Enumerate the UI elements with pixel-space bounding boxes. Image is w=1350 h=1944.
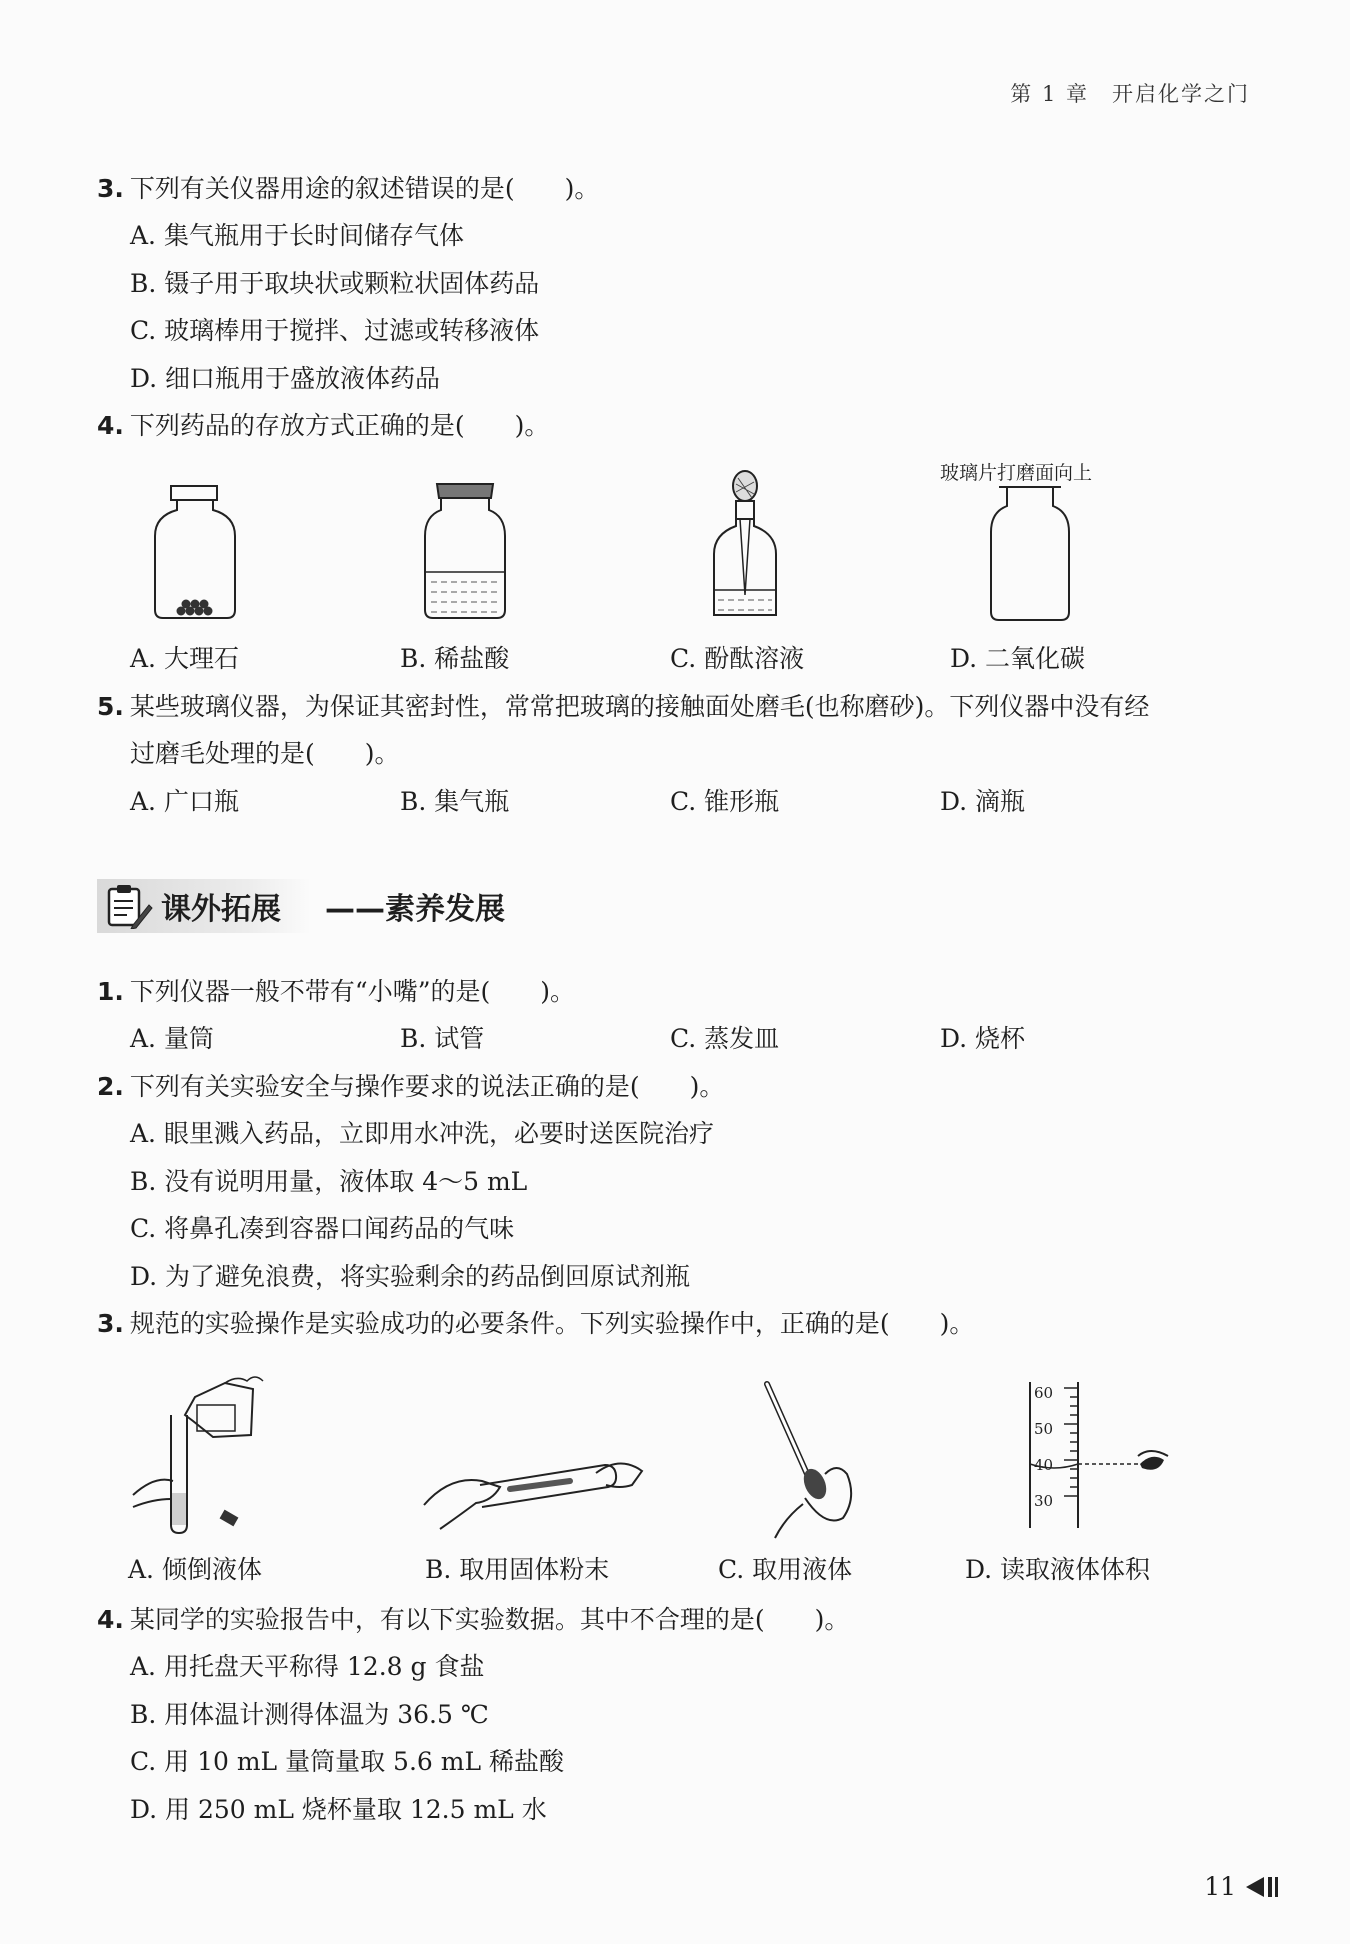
question-text: 下列有关实验安全与操作要求的说法正确的是( )。 xyxy=(129,1072,725,1101)
narrow-mouth-bottle-acid-figure xyxy=(415,480,515,625)
q4-label-b: B. 稀盐酸 xyxy=(400,644,510,673)
dropper-bottle-figure xyxy=(700,470,790,625)
ext-q1-option-c: C. 蒸发皿 xyxy=(670,1024,780,1053)
question-number: 4. xyxy=(97,1605,124,1634)
question-text: 规范的实验操作是实验成功的必要条件。下列实验操作中，正确的是( )。 xyxy=(129,1309,975,1338)
ext-q2-option-b: B. 没有说明用量，液体取 4～5 mL xyxy=(130,1167,528,1196)
ext-q3-label-c: C. 取用液体 xyxy=(718,1555,853,1584)
ext-q4-option-c: C. 用 10 mL 量筒量取 5.6 mL 稀盐酸 xyxy=(130,1747,564,1776)
section-title-band xyxy=(97,879,311,933)
ext-question-2-stem xyxy=(97,1070,724,1104)
ext-q1-option-a: A. 量筒 xyxy=(130,1024,214,1053)
question-number: 1. xyxy=(97,977,124,1006)
ext-q1-option-d: D. 烧杯 xyxy=(940,1024,1026,1053)
section-heading xyxy=(97,880,505,932)
question-number: 5. xyxy=(97,692,124,721)
ext-question-1-stem xyxy=(97,975,575,1009)
ext-q3-label-b: B. 取用固体粉末 xyxy=(425,1555,610,1584)
question-text: 下列药品的存放方式正确的是( )。 xyxy=(129,411,550,440)
wide-mouth-bottle-marble-figure xyxy=(145,480,245,625)
ext-question-4-stem xyxy=(97,1603,849,1637)
question-text: 某同学的实验报告中，有以下实验数据。其中不合理的是( )。 xyxy=(129,1605,850,1634)
q3-option-d: D. 细口瓶用于盛放液体药品 xyxy=(130,364,441,393)
using-dropper-figure xyxy=(745,1378,875,1543)
ext-q3-label-d: D. 读取液体体积 xyxy=(965,1555,1151,1584)
question-text: 某些玻璃仪器，为保证其密封性，常常把玻璃的接触面处磨毛(也称磨砂)。下列仪器中没有经 xyxy=(129,692,1150,721)
ext-question-3-stem xyxy=(97,1307,974,1341)
ext-q2-option-a: A. 眼里溅入药品，立即用水冲洗，必要时送医院治疗 xyxy=(130,1119,714,1148)
pouring-liquid-figure xyxy=(125,1375,275,1540)
glass-plate-note: 玻璃片打磨面向上 xyxy=(940,462,1093,484)
page-number: 11 xyxy=(1204,1872,1236,1901)
q5-option-d: D. 滴瓶 xyxy=(940,787,1026,816)
ext-q1-option-b: B. 试管 xyxy=(400,1024,485,1053)
q5-option-b: B. 集气瓶 xyxy=(400,787,510,816)
scale-tick-50: 50 xyxy=(1034,1420,1054,1438)
chapter-header: 第 1 章 开启化学之门 xyxy=(1010,82,1250,106)
question-3-stem xyxy=(97,172,599,206)
taking-powder-figure xyxy=(420,1445,645,1545)
q3-option-a: A. 集气瓶用于长时间储存气体 xyxy=(130,221,464,250)
q5-option-a: A. 广口瓶 xyxy=(130,787,239,816)
q4-label-d: D. 二氧化碳 xyxy=(950,644,1086,673)
question-5-stem-continued: 过磨毛处理的是( )。 xyxy=(130,739,400,768)
ext-q2-option-d: D. 为了避免浪费，将实验剩余的药品倒回原试剂瓶 xyxy=(130,1262,691,1291)
q5-option-c: C. 锥形瓶 xyxy=(670,787,780,816)
ext-q2-option-c: C. 将鼻孔凑到容器口闻药品的气味 xyxy=(130,1214,515,1243)
question-number: 4. xyxy=(97,411,124,440)
ext-q4-option-b: B. 用体温计测得体温为 36.5 ℃ xyxy=(130,1700,489,1729)
question-number: 3. xyxy=(97,1309,124,1338)
q3-option-b: B. 镊子用于取块状或颗粒状固体药品 xyxy=(130,269,540,298)
section-title: 课外拓展 xyxy=(161,892,281,927)
reading-volume-figure xyxy=(1020,1378,1180,1533)
section-subtitle: ——素养发展 xyxy=(325,892,505,927)
question-4-stem xyxy=(97,409,549,443)
question-number: 2. xyxy=(97,1072,124,1101)
page-arrow-icon xyxy=(1244,1875,1280,1899)
q3-option-c: C. 玻璃棒用于搅拌、过滤或转移液体 xyxy=(130,316,540,345)
question-text: 下列有关仪器用途的叙述错误的是( )。 xyxy=(129,174,600,203)
q4-label-c: C. 酚酞溶液 xyxy=(670,644,805,673)
ext-q4-option-d: D. 用 250 mL 烧杯量取 12.5 mL 水 xyxy=(130,1795,547,1824)
q4-label-a: A. 大理石 xyxy=(130,644,239,673)
question-number: 3. xyxy=(97,174,124,203)
scale-tick-60: 60 xyxy=(1034,1384,1054,1402)
question-text: 下列仪器一般不带有“小嘴”的是( )。 xyxy=(129,977,575,1006)
ext-q3-label-a: A. 倾倒液体 xyxy=(128,1555,262,1584)
ext-q4-option-a: A. 用托盘天平称得 12.8 g 食盐 xyxy=(130,1652,485,1681)
gas-bottle-figure xyxy=(985,482,1075,627)
scale-tick-40: 40 xyxy=(1034,1456,1054,1474)
clipboard-pen-icon xyxy=(103,883,153,929)
page-number-area xyxy=(1204,1872,1280,1901)
scale-tick-30: 30 xyxy=(1034,1492,1054,1510)
question-5-stem xyxy=(97,690,1149,724)
